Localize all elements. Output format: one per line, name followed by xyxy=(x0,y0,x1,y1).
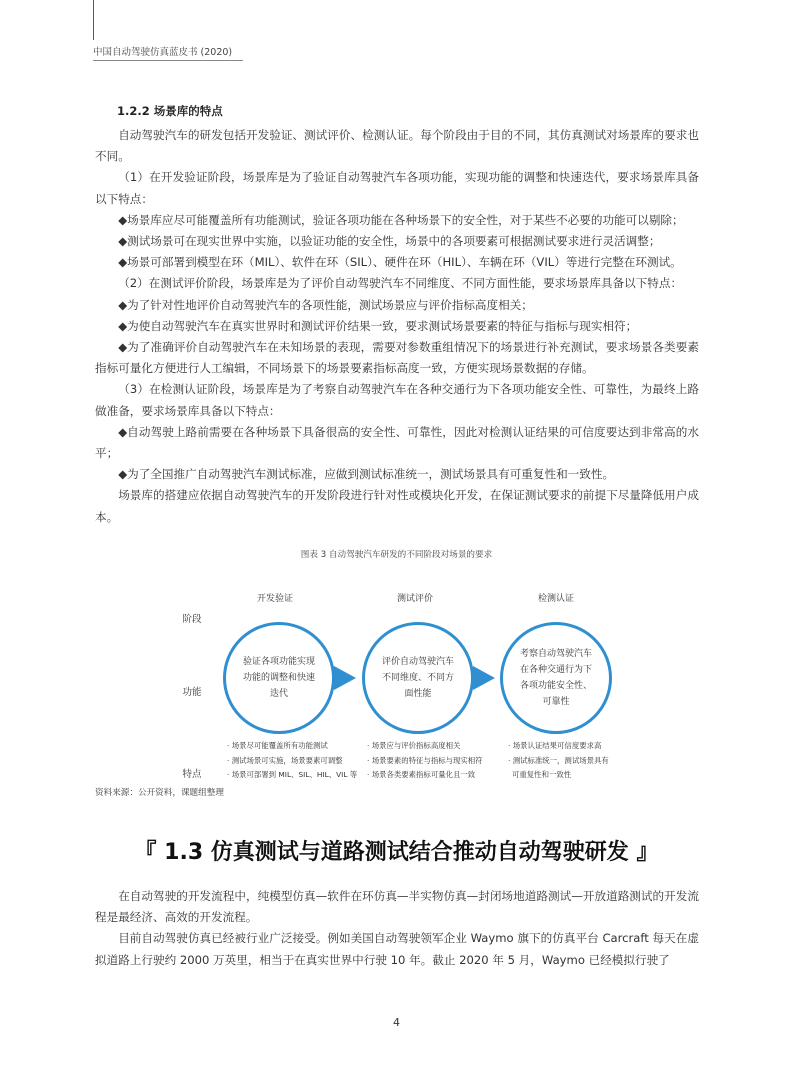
stage-circle-dev xyxy=(223,622,335,734)
stage-features-dev xyxy=(227,739,362,783)
feature-item: · 场景认证结果可信度要求高 xyxy=(508,741,602,750)
paragraph: 自动驾驶汽车的研发包括开发验证、测试评价、检测认证。每个阶段由于目的不同，其仿真测试对场景库的要求也不同。 xyxy=(95,128,699,164)
section-heading: 1.2.2 场景库的特点 xyxy=(117,104,223,118)
figure-caption: 图表 3 自动驾驶汽车研发的不同阶段对场景的要求 xyxy=(300,550,493,560)
figure-source: 资料来源：公开资料，课题组整理 xyxy=(95,788,224,798)
bullet-item: ◆为了准确评价自动驾驶汽车在未知场景的表现，需要对参数重组情况下的场景进行补充测试，要求场景各类要素指标可量化方便进行人工编辑，不同场景下的场景要素指标高度一致，方便实现场景数据的存储。 xyxy=(95,340,699,376)
running-header: 中国自动驾驶仿真蓝皮书 (2020) xyxy=(93,47,233,58)
bullet-item: ◆为了全国推广自动驾驶汽车测试标准，应做到测试标准统一，测试场景具有可重复性和一致性。 xyxy=(118,467,615,482)
bullet-item: ◆自动驾驶上路前需要在各种场景下具备很高的安全性、可靠性，因此对检测认证结果的可信度要达到非常高的水平； xyxy=(95,424,699,461)
section-body xyxy=(95,125,699,528)
stage-features-cert xyxy=(508,739,643,783)
feature-item: · 场景要素的特征与指标与现实相符 xyxy=(367,755,483,765)
stage-label-dev: 开发验证 xyxy=(256,594,293,604)
arrow-right-icon xyxy=(334,666,356,690)
feature-item: · 场景尽可能覆盖所有功能测试 xyxy=(227,741,328,750)
feature-item: · 场景可部署到 MIL、SIL、HIL、VIL 等 xyxy=(227,770,358,779)
paragraph: （1）在开发验证阶段，场景库是为了验证自动驾驶汽车各项功能，实现功能的调整和快速迭代，要求场景库具备以下特点： xyxy=(95,170,699,206)
paragraph: 目前自动驾驶仿真已经被行业广泛接受。例如美国自动驾驶领军企业 Waymo 旗下的仿真平台 Carcraft 每天在虚拟道路上行驶约 2000 万英里，相当于在真实世界中行驶 10 年。截止 2020 年 5 月，Waymo 已经模拟行驶了 xyxy=(95,931,699,967)
bullet-item: ◆场景库应尽可能覆盖所有功能测试，验证各项功能在各种场景下的安全性，对于某些不必要的功能可以剔除； xyxy=(118,212,684,227)
stage-function-text: 评价自动驾驶汽车不同维度、不同方面性能 xyxy=(381,657,454,699)
header-divider-line xyxy=(93,0,94,40)
feature-item: · 测试标准统一，测试场景具有 xyxy=(508,755,609,765)
feature-item: · 场景各类要素指标可量化且一致 xyxy=(367,770,476,779)
bullet-item: ◆测试场景可在现实世界中实施，以验证功能的安全性，场景中的各项要素可根据测试要求进行灵活调整； xyxy=(118,234,661,249)
paragraph: （2）在测试评价阶段，场景库是为了评价自动驾驶汽车不同维度、不同方面性能，要求场景库具备以下特点： xyxy=(118,276,683,291)
feature-item: · 测试场景可实施，场景要素可调整 xyxy=(227,755,343,765)
stage-label-cert: 检测认证 xyxy=(537,594,574,604)
paragraph: 场景库的搭建应依据自动驾驶汽车的开发阶段进行针对性或模块化开发，在保证测试要求的前提下尽量降低用户成本。 xyxy=(95,488,699,524)
bullet-item: ◆场景可部署到模型在环（MIL）、软件在环（SIL）、硬件在环（HIL）、车辆在环（VIL）等进行完整在环测试。 xyxy=(118,255,682,270)
page-number: 4 xyxy=(393,1016,400,1029)
stage-circle-cert xyxy=(500,622,612,734)
row-label-function: 功能 xyxy=(182,687,202,698)
feature-item: 可重复性和一致性 xyxy=(512,770,572,779)
arrow-right-icon xyxy=(473,666,495,690)
stage-circle-eval xyxy=(362,622,474,734)
header-rule xyxy=(93,60,243,61)
stage-function-text: 验证各项功能实现功能的调整和快速迭代 xyxy=(242,657,315,699)
paragraph: 在自动驾驶的开发流程中，纯模型仿真—软件在环仿真—半实物仿真—封闭场地道路测试—开放道路测试的开发流程是最经济、高效的开发流程。 xyxy=(95,889,699,925)
stage-label-eval: 测试评价 xyxy=(396,594,433,604)
paragraph: （3）在检测认证阶段，场景库是为了考察自动驾驶汽车在各种交通行为下各项功能安全性、可靠性，为最终上路做准备，要求场景库具备以下特点： xyxy=(95,382,699,418)
chapter-heading: 『 1.3 仿真测试与道路测试结合推动自动驾驶研发 』 xyxy=(134,840,659,865)
stage-function-text: 考察自动驾驶汽车在各种交通行为下各项功能安全性、可靠性 xyxy=(519,649,592,707)
feature-item: · 场景应与评价指标高度相关 xyxy=(367,741,461,750)
row-label-stage: 阶段 xyxy=(182,614,202,625)
stage-features-eval xyxy=(367,739,502,783)
chapter-body xyxy=(95,886,699,971)
bullet-item: ◆为使自动驾驶汽车在真实世界时和测试评价结果一致，要求测试场景要素的特征与指标与现实相符； xyxy=(118,318,638,333)
row-label-features: 特点 xyxy=(182,769,202,780)
bullet-item: ◆为了针对性地评价自动驾驶汽车的各项性能，测试场景应与评价指标高度相关； xyxy=(118,297,533,312)
